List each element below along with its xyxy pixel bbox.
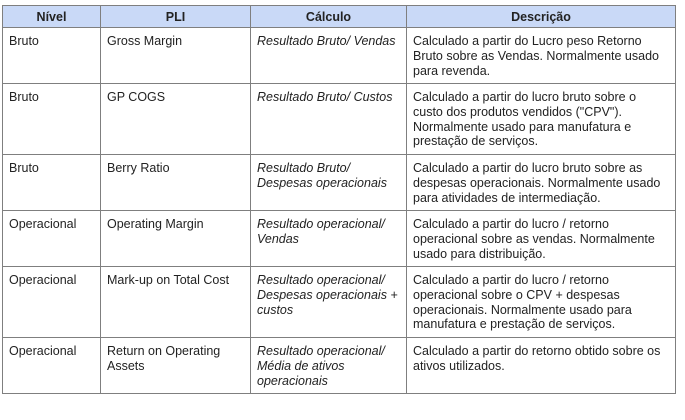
- cell-calculo: Resultado Bruto/ Vendas: [251, 28, 407, 84]
- table-row: [3, 267, 676, 338]
- table-row: [3, 84, 676, 155]
- cell-descricao: Calculado a partir do retorno obtido sobre os ativos utilizados.: [407, 338, 676, 394]
- cell-pli: Operating Margin: [101, 211, 251, 267]
- cell-nivel: Bruto: [3, 28, 101, 84]
- table-header: [3, 6, 676, 28]
- cell-pli: Gross Margin: [101, 28, 251, 84]
- table-row: [3, 211, 676, 267]
- cell-descricao: Calculado a partir do lucro / retorno operacional sobre as vendas. Normalmente usado para distribuição.: [407, 211, 676, 267]
- cell-nivel: Bruto: [3, 84, 101, 155]
- cell-descricao: Calculado a partir do lucro bruto sobre o custo dos produtos vendidos ("CPV"). Normalmente usado para manufatura e prestação de serviços.: [407, 84, 676, 155]
- cell-calculo: Resultado operacional/ Média de ativos operacionais: [251, 338, 407, 394]
- cell-nivel: Operacional: [3, 211, 101, 267]
- cell-calculo: Resultado operacional/ Despesas operacionais + custos: [251, 267, 407, 338]
- cell-pli: Return on Operating Assets: [101, 338, 251, 394]
- cell-descricao: Calculado a partir do Lucro peso Retorno Bruto sobre as Vendas. Normalmente usado para revenda.: [407, 28, 676, 84]
- cell-descricao: Calculado a partir do lucro / retorno operacional sobre o CPV + despesas operacionais. Normalmente usado para manufatura e prestação de serviços.: [407, 267, 676, 338]
- header-row: [3, 6, 676, 28]
- header-pli: PLI: [101, 6, 251, 28]
- table-row: [3, 338, 676, 394]
- cell-pli: GP COGS: [101, 84, 251, 155]
- cell-nivel: Bruto: [3, 155, 101, 211]
- cell-descricao: Calculado a partir do lucro bruto sobre as despesas operacionais. Normalmente usado para atividades de intermediação.: [407, 155, 676, 211]
- cell-pli: Mark-up on Total Cost: [101, 267, 251, 338]
- header-nivel: Nível: [3, 6, 101, 28]
- table-row: [3, 155, 676, 211]
- cell-calculo: Resultado operacional/ Vendas: [251, 211, 407, 267]
- table-body: [3, 28, 676, 394]
- cell-calculo: Resultado Bruto/ Despesas operacionais: [251, 155, 407, 211]
- cell-nivel: Operacional: [3, 267, 101, 338]
- pli-table: [2, 5, 676, 394]
- cell-calculo: Resultado Bruto/ Custos: [251, 84, 407, 155]
- cell-nivel: Operacional: [3, 338, 101, 394]
- header-descricao: Descrição: [407, 6, 676, 28]
- table-row: [3, 28, 676, 84]
- cell-pli: Berry Ratio: [101, 155, 251, 211]
- header-calculo: Cálculo: [251, 6, 407, 28]
